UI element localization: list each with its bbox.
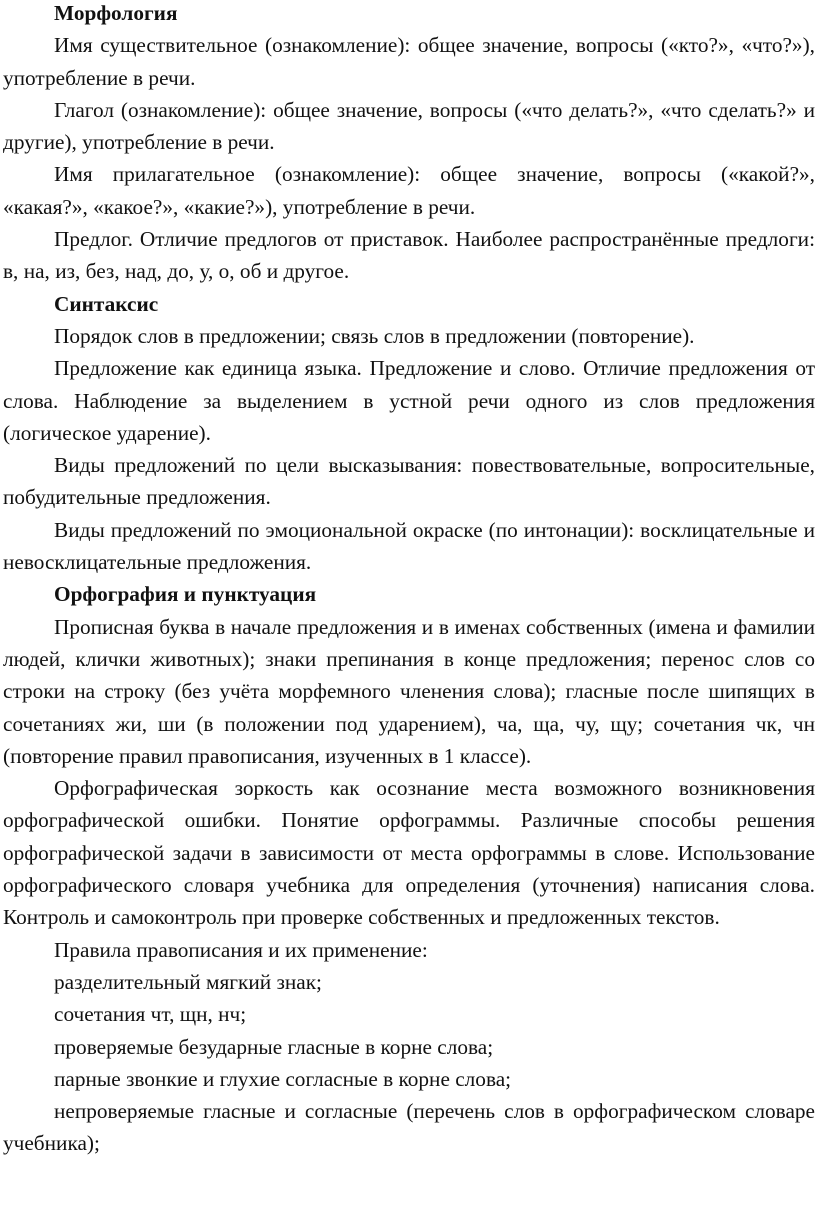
list-item-combinations: сочетания чт, щн, нч; xyxy=(54,1002,247,1027)
document-page xyxy=(3,0,815,1160)
paragraph-sentence-emotion: Виды предложений по эмоциональной окраске (по интонации): восклицательные и невосклицательные предложения. xyxy=(3,517,815,575)
section-heading-morphology: Морфология xyxy=(54,1,178,25)
paragraph-rules-intro: Правила правописания и их применение: xyxy=(54,937,428,962)
paragraph-adjective: Имя прилагательное (ознакомление): общее значение, вопросы («какой?», «какая?», «какое?», «какие?»), употребление в речи. xyxy=(3,162,815,219)
list-item-unstressed-vowels: проверяемые безударные гласные в корне слова; xyxy=(54,1034,494,1059)
paragraph-verb: Глагол (ознакомление): общее значение, вопросы («что делать?», «что сделать?» и другие), употребление в речи. xyxy=(3,97,815,155)
paragraph-preposition: Предлог. Отличие предлогов от приставок. Наиболее распространённые предлоги: в, на, из, без, над, до, у, о, об и другое. xyxy=(3,227,815,284)
section-heading-orthography: Орфография и пунктуация xyxy=(54,582,317,607)
section-heading-syntax: Синтаксис xyxy=(54,291,159,316)
paragraph-sentence-unit: Предложение как единица языка. Предложение и слово. Отличие предложения от слова. Наблюдение за выделением в устной речи одного из слов предложения (логическое ударение). xyxy=(3,356,815,445)
paragraph-noun: Имя существительное (ознакомление): общее значение, вопросы («кто?», «что?»), употребление в речи. xyxy=(3,33,815,90)
paragraph-spelling-vigilance: Орфографическая зоркость как осознание места возможного возникновения орфографической ошибки. Понятие орфограммы. Различные способы решения орфографической задачи в зависимости от места орфограммы в слове. Использование орфографического словаря учебника для определения (уточнения) написания слова. Контроль и самоконтроль при проверке собственных и предложенных текстов. xyxy=(3,776,815,930)
paragraph-capital-letter: Прописная буква в начале предложения и в именах собственных (имена и фамилии людей, клички животных); знаки препинания в конце предложения; перенос слов со строки на строку (без учёта морфемного членения слова); гласные после шипящих в сочетаниях жи, ши (в положении под ударением), ча, ща, чу, щу; сочетания чк, чн (повторение правил правописания, изученных в 1 классе). xyxy=(3,614,815,768)
list-item-unverifiable: непроверяемые гласные и согласные (перечень слов в орфографическом словаре учебника); xyxy=(3,1099,815,1156)
paragraph-sentence-purpose: Виды предложений по цели высказывания: повествовательные, вопросительные, побудительные предложения. xyxy=(3,453,815,510)
list-item-paired-consonants: парные звонкие и глухие согласные в корне слова; xyxy=(54,1066,512,1091)
list-item-soft-sign: разделительный мягкий знак; xyxy=(54,969,322,994)
paragraph-word-order: Порядок слов в предложении; связь слов в предложении (повторение). xyxy=(54,323,695,348)
